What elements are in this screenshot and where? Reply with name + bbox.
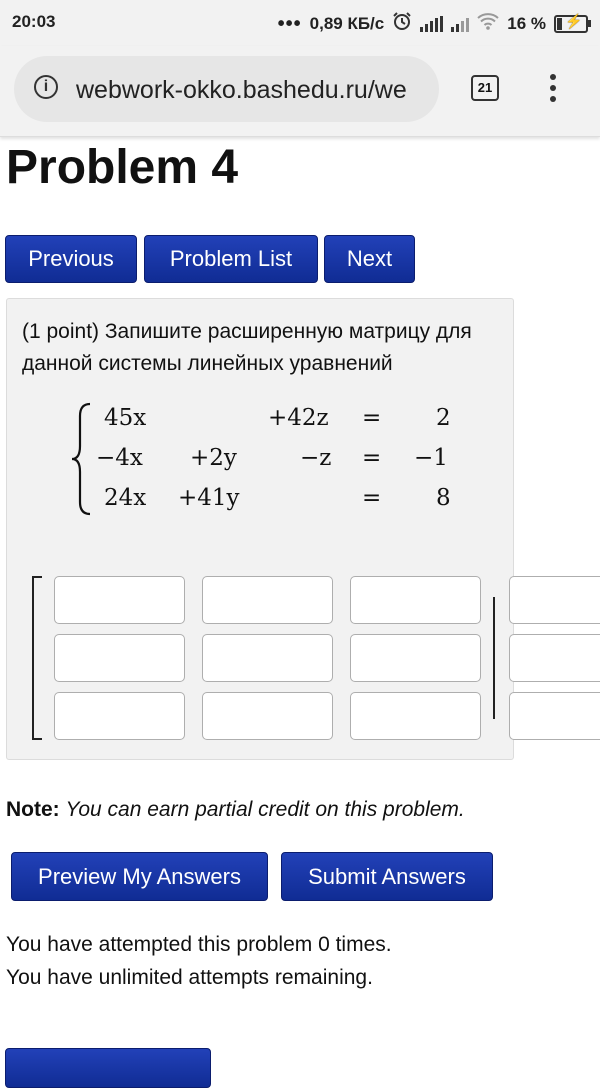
matrix-input-r1c2[interactable] <box>202 576 333 624</box>
eq3-x-term: 24x <box>104 485 147 511</box>
status-time: 20:03 <box>12 12 56 31</box>
matrix-input-r3c3[interactable] <box>350 692 481 740</box>
eq3-equals: = <box>362 485 382 511</box>
augmented-bar <box>493 597 495 719</box>
partial-credit-note <box>6 798 465 822</box>
attempts-remaining-text: You have unlimited attempts remaining. <box>6 966 373 989</box>
address-bar[interactable] <box>14 56 439 122</box>
browser-toolbar <box>0 46 600 137</box>
matrix-input-r3c4[interactable] <box>509 692 600 740</box>
matrix-input-r3c1[interactable] <box>54 692 185 740</box>
matrix-input-r2c3[interactable] <box>350 634 481 682</box>
matrix-input-r2c2[interactable] <box>202 634 333 682</box>
left-brace-icon <box>70 402 94 516</box>
email-instructor-button[interactable] <box>5 1048 211 1088</box>
matrix-input-r2c4[interactable] <box>509 634 600 682</box>
more-dots-icon: ••• <box>277 12 302 35</box>
url-text[interactable]: webwork-okko.bashedu.ru/we <box>76 76 407 104</box>
signal-icon <box>451 16 469 32</box>
eq2-z-term: −z <box>300 445 332 471</box>
equation-system <box>70 400 470 520</box>
menu-icon[interactable] <box>550 74 556 107</box>
eq1-rhs: 2 <box>436 405 451 431</box>
signal-icon <box>420 16 443 32</box>
note-label: Note: <box>6 798 60 821</box>
alarm-icon <box>392 11 412 36</box>
matrix-input-r2c1[interactable] <box>54 634 185 682</box>
attempts-count-text: You have attempted this problem 0 times. <box>6 933 392 956</box>
battery-percent: 16 % <box>507 13 546 33</box>
matrix-input-r1c1[interactable] <box>54 576 185 624</box>
eq1-x-term: 45x <box>104 405 147 431</box>
eq2-equals: = <box>362 445 382 471</box>
wifi-icon <box>477 12 499 35</box>
page-title: Problem 4 <box>6 141 239 194</box>
eq2-rhs: −1 <box>414 445 448 471</box>
attempts-info <box>6 928 392 994</box>
matrix-left-bracket <box>32 576 42 740</box>
eq2-y-term: +2y <box>190 445 237 471</box>
eq1-z-term: +42z <box>268 405 329 431</box>
next-button[interactable]: Next <box>324 235 415 283</box>
eq2-x-term: −4x <box>96 445 143 471</box>
status-bar <box>0 0 600 46</box>
eq3-y-term: +41y <box>178 485 240 511</box>
previous-button[interactable]: Previous <box>5 235 137 283</box>
eq1-equals: = <box>362 405 382 431</box>
preview-answers-button[interactable]: Preview My Answers <box>11 852 268 901</box>
problem-list-button[interactable]: Problem List <box>144 235 318 283</box>
matrix-input-r3c2[interactable] <box>202 692 333 740</box>
matrix-input-r1c3[interactable] <box>350 576 481 624</box>
info-icon[interactable]: i <box>34 75 58 99</box>
note-text: You can earn partial credit on this problem. <box>65 798 465 821</box>
eq3-rhs: 8 <box>436 485 451 511</box>
tab-switcher-button[interactable]: 21 <box>471 75 499 101</box>
matrix-input-r1c4[interactable] <box>509 576 600 624</box>
problem-statement: (1 point) Запишите расширенную матрицу для данной системы линейных уравнений <box>22 320 472 375</box>
submit-answers-button[interactable]: Submit Answers <box>281 852 493 901</box>
network-speed: 0,89 КБ/с <box>309 13 385 33</box>
battery-charging-icon: ⚡ <box>554 15 588 33</box>
